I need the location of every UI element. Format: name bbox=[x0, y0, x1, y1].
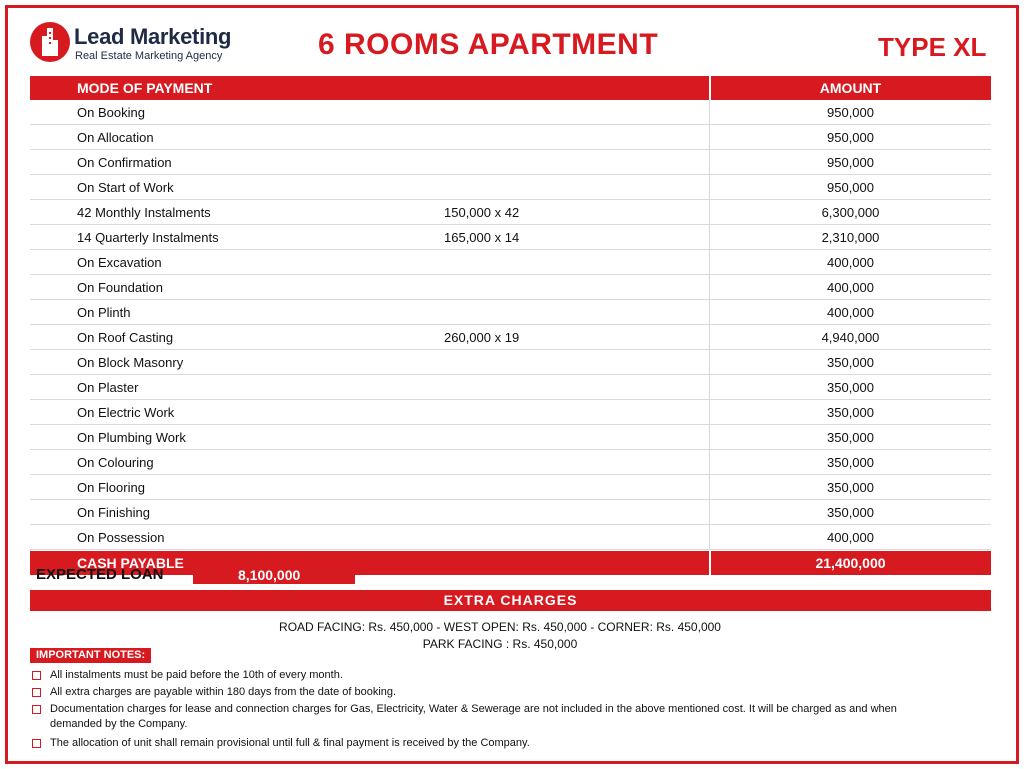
row-amount: 350,000 bbox=[827, 355, 874, 370]
extra-charges-line-2: PARK FACING : Rs. 450,000 bbox=[422, 637, 578, 651]
row-mode: On Possession bbox=[77, 530, 165, 545]
row-mode: On Start of Work bbox=[77, 180, 174, 195]
table-row bbox=[30, 200, 991, 225]
extra-charges-line-1: ROAD FACING: Rs. 450,000 - WEST OPEN: Rs. 450,000 - CORNER: Rs. 450,000 bbox=[279, 620, 721, 634]
brand-name: Lead Marketing bbox=[74, 24, 232, 49]
row-amount: 350,000 bbox=[827, 480, 874, 495]
payment-table bbox=[30, 76, 991, 575]
row-mode: On Finishing bbox=[77, 505, 150, 520]
note-text: All extra charges are payable within 180 days from the date of booking. bbox=[50, 686, 397, 698]
table-row bbox=[30, 350, 991, 375]
table-row bbox=[30, 100, 991, 125]
row-mode: On Plaster bbox=[77, 380, 139, 395]
table-row bbox=[30, 325, 991, 350]
row-mode: On Colouring bbox=[77, 455, 154, 470]
row-mode: On Booking bbox=[77, 105, 145, 120]
row-mode: On Block Masonry bbox=[77, 355, 184, 370]
row-amount: 950,000 bbox=[827, 155, 874, 170]
building-icon bbox=[30, 22, 70, 62]
row-amount: 350,000 bbox=[827, 380, 874, 395]
row-amount: 350,000 bbox=[827, 430, 874, 445]
row-mode: 14 Quarterly Instalments bbox=[77, 230, 219, 245]
row-amount: 4,940,000 bbox=[821, 330, 880, 345]
table-header bbox=[30, 76, 991, 100]
table-row bbox=[30, 525, 991, 550]
row-mode: On Plumbing Work bbox=[77, 430, 186, 445]
row-amount: 950,000 bbox=[827, 105, 874, 120]
table-row bbox=[30, 300, 991, 325]
loan-amount: 8,100,000 bbox=[238, 567, 301, 583]
table-row bbox=[30, 150, 991, 175]
note-item bbox=[30, 702, 920, 732]
row-amount: 350,000 bbox=[827, 455, 874, 470]
brand-tagline: Real Estate Marketing Agency bbox=[75, 50, 223, 62]
table-row bbox=[30, 250, 991, 275]
row-amount: 400,000 bbox=[827, 530, 874, 545]
checkbox-icon bbox=[32, 688, 41, 697]
table-row bbox=[30, 275, 991, 300]
table-row bbox=[30, 400, 991, 425]
row-amount: 350,000 bbox=[827, 505, 874, 520]
row-mode: 42 Monthly Instalments bbox=[77, 205, 211, 220]
brand-logo bbox=[30, 22, 240, 70]
table-row bbox=[30, 375, 991, 400]
row-amount: 400,000 bbox=[827, 255, 874, 270]
row-mode: On Foundation bbox=[77, 280, 164, 295]
header-amount: AMOUNT bbox=[819, 80, 882, 96]
table-row bbox=[30, 500, 991, 525]
row-mode: On Excavation bbox=[77, 255, 162, 270]
row-amount: 950,000 bbox=[827, 130, 874, 145]
note-item bbox=[30, 685, 920, 700]
header-mode: MODE OF PAYMENT bbox=[77, 80, 213, 96]
row-amount: 350,000 bbox=[827, 405, 874, 420]
row-calculation: 165,000 x 14 bbox=[444, 230, 520, 245]
loan-amount-box bbox=[193, 565, 355, 584]
table-row bbox=[30, 225, 991, 250]
note-text: The allocation of unit shall remain provisional until full & final payment is received by the Company. bbox=[50, 737, 530, 749]
checkbox-icon bbox=[32, 671, 41, 680]
row-mode: On Confirmation bbox=[77, 155, 172, 170]
table-row bbox=[30, 125, 991, 150]
note-text: All instalments must be paid before the 10th of every month. bbox=[50, 669, 343, 681]
row-amount: 6,300,000 bbox=[821, 205, 880, 220]
extra-charges-header: EXTRA CHARGES bbox=[30, 590, 991, 611]
table-row bbox=[30, 175, 991, 200]
checkbox-icon bbox=[32, 739, 41, 748]
table-body bbox=[30, 100, 991, 550]
row-mode: On Plinth bbox=[77, 305, 131, 320]
notes-header: IMPORTANT NOTES: bbox=[30, 648, 151, 663]
total-label: CASH PAYABLE bbox=[77, 555, 184, 571]
row-calculation: 150,000 x 42 bbox=[444, 205, 520, 220]
note-text: Documentation charges for lease and connection charges for Gas, Electricity, Water & Sewerage are not included in the above mentioned cost. It will be charged as and when demanded by the Company. bbox=[50, 703, 897, 730]
row-mode: On Allocation bbox=[77, 130, 154, 145]
total-amount: 21,400,000 bbox=[815, 555, 886, 571]
table-row bbox=[30, 425, 991, 450]
row-amount: 950,000 bbox=[827, 180, 874, 195]
cash-payable-row bbox=[30, 551, 991, 575]
note-item bbox=[30, 736, 920, 751]
type-label: TYPE XL bbox=[878, 32, 987, 62]
page-title: 6 ROOMS APARTMENT bbox=[318, 28, 659, 61]
row-mode: On Electric Work bbox=[77, 405, 175, 420]
note-item bbox=[30, 668, 920, 683]
row-mode: On Flooring bbox=[77, 480, 145, 495]
row-amount: 2,310,000 bbox=[821, 230, 880, 245]
row-amount: 400,000 bbox=[827, 305, 874, 320]
row-amount: 400,000 bbox=[827, 280, 874, 295]
row-calculation: 260,000 x 19 bbox=[444, 330, 520, 345]
row-mode: On Roof Casting bbox=[77, 330, 174, 345]
table-row bbox=[30, 475, 991, 500]
checkbox-icon bbox=[32, 705, 41, 714]
loan-label: EXPECTED LOAN bbox=[36, 566, 164, 583]
table-row bbox=[30, 450, 991, 475]
